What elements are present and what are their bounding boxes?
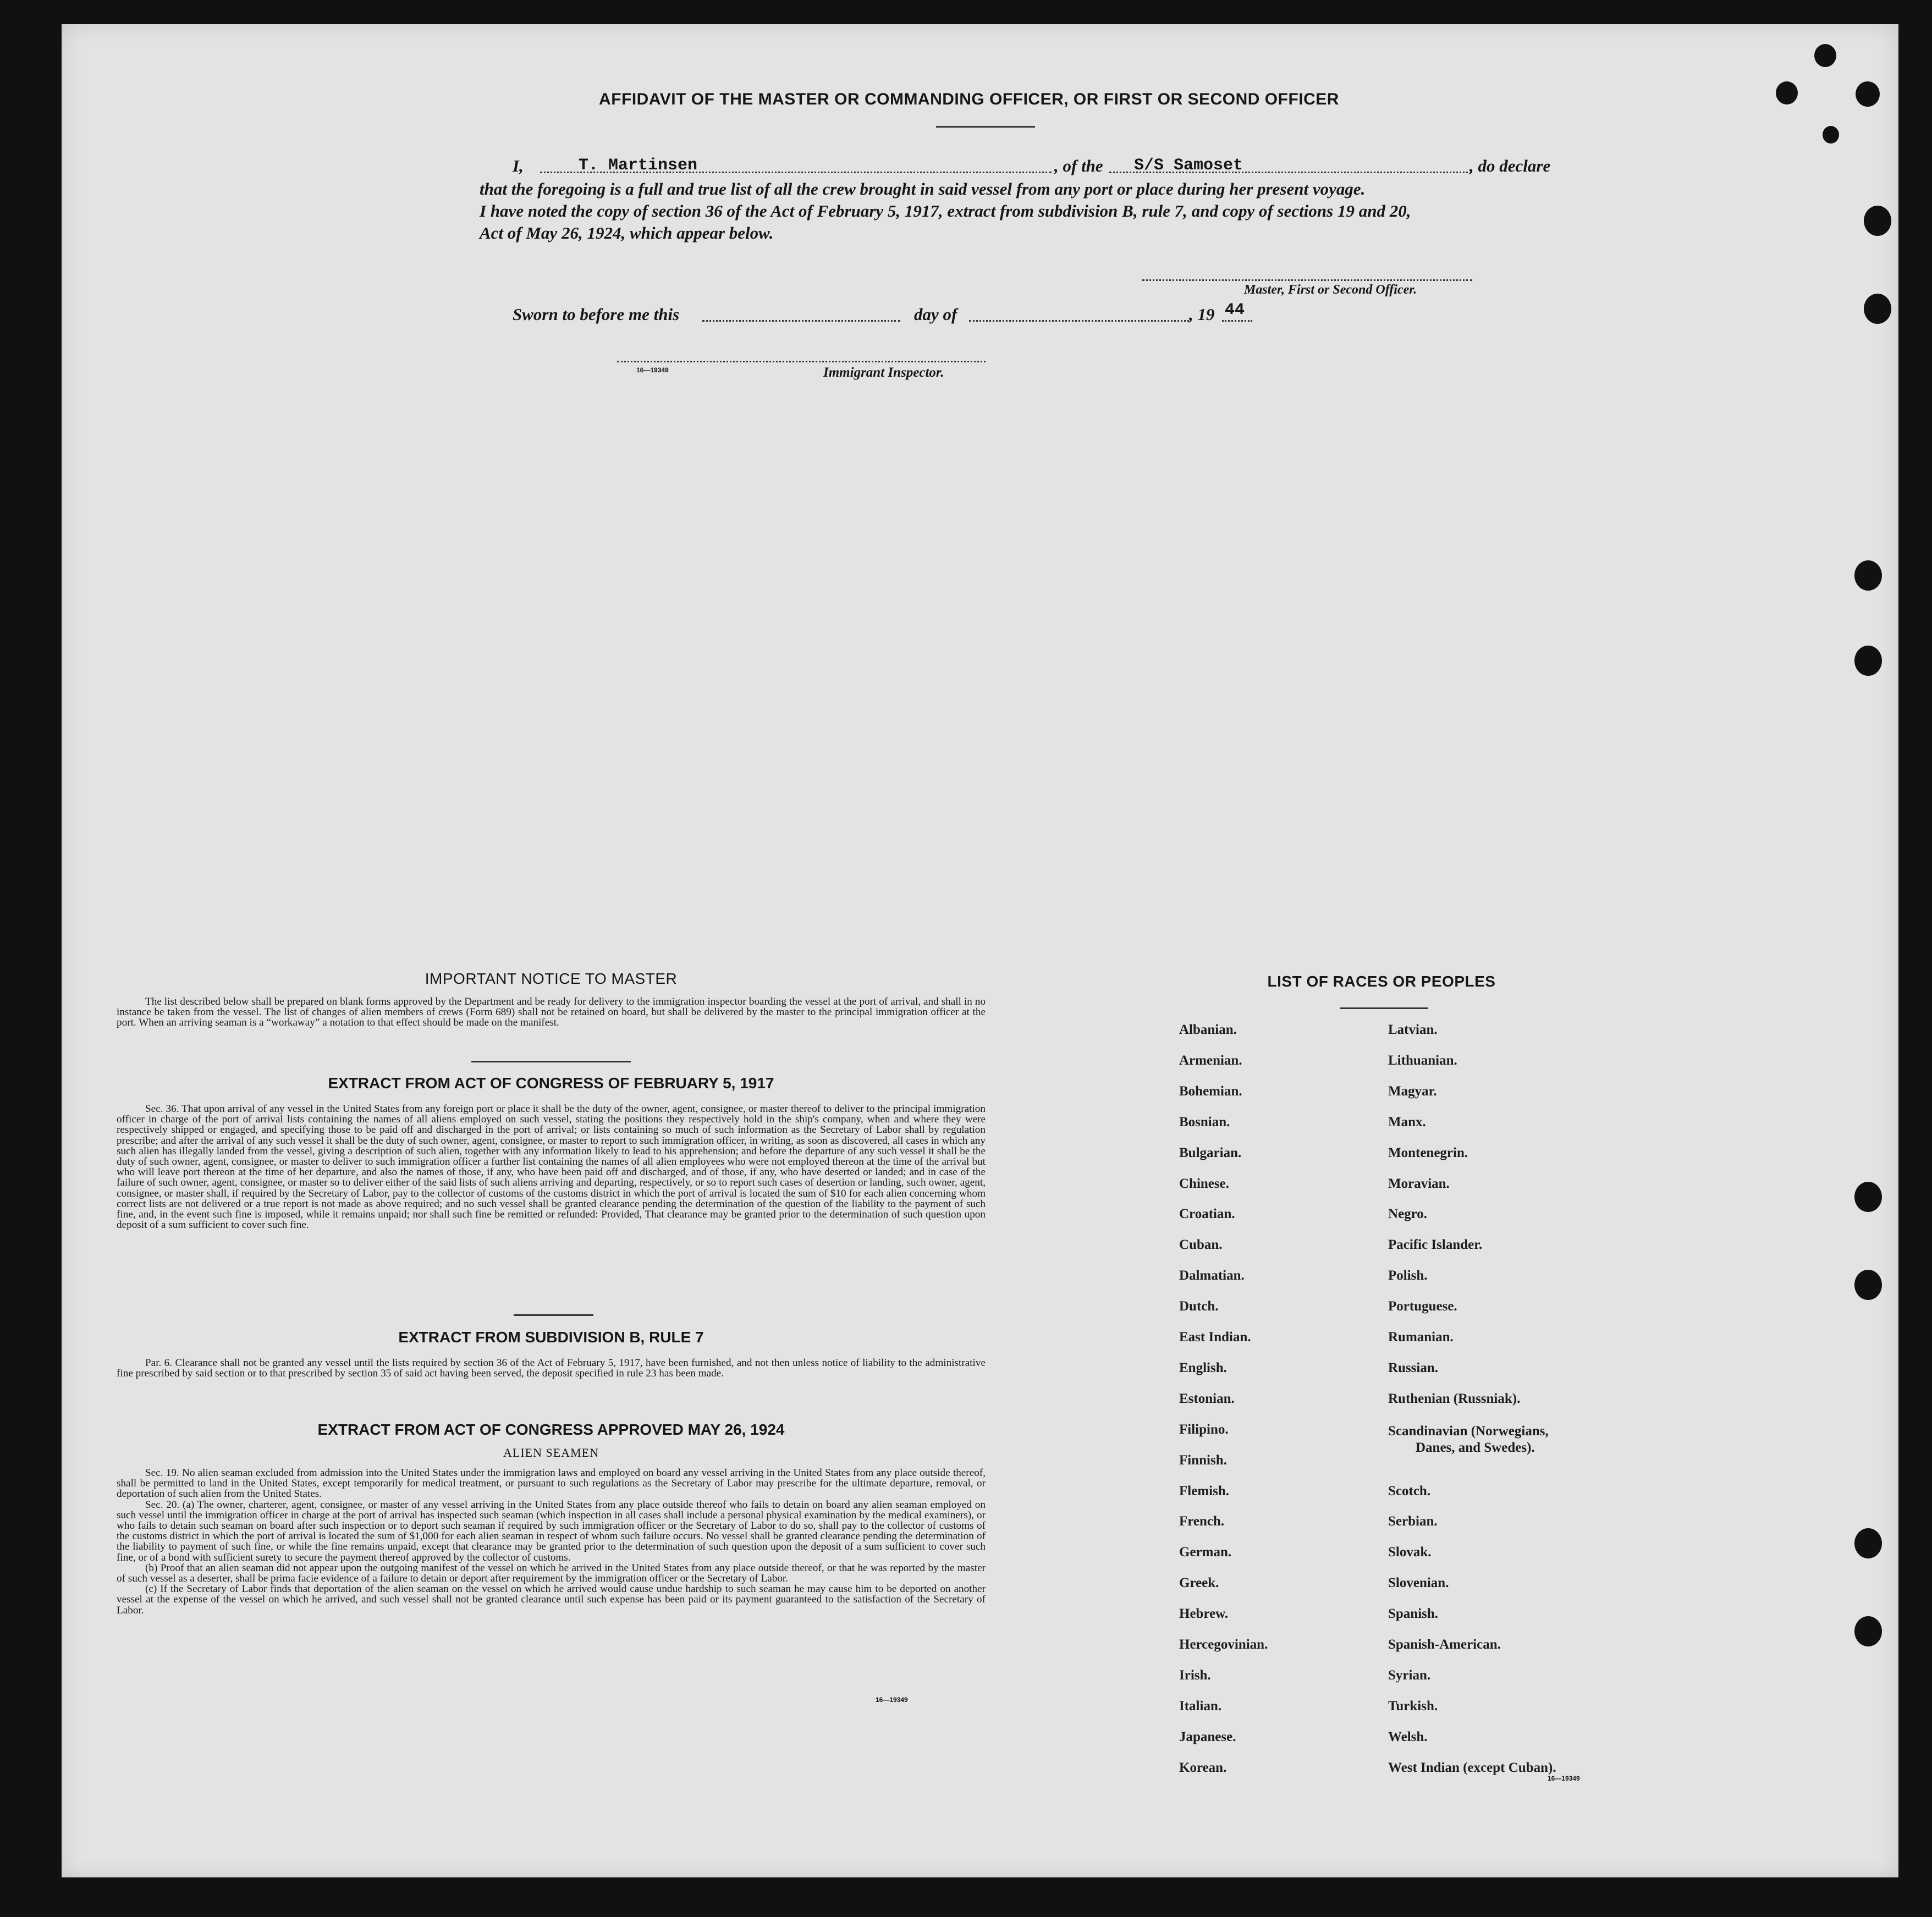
of-the-label: , of the	[1054, 156, 1103, 175]
year-value: 44	[1225, 301, 1245, 320]
punch-hole	[1814, 44, 1836, 67]
race-item: Italian.	[1179, 1698, 1222, 1714]
extract-1924-text	[117, 1468, 986, 1616]
race-item: Syrian.	[1388, 1667, 1431, 1683]
race-item: Negro.	[1388, 1207, 1428, 1222]
punch-hole	[1864, 294, 1891, 324]
sec-20c-text: (c) If the Secretary of Labor finds that deportation of the alien seaman on the vessel on which he arrived would cause undue hardship to such seaman he may cause him to be deported on another vessel at the expense of the vessel on which he arrived, and such vessel shall not be granted clearance until such expense has been paid or its payment guaranteed to the satisfaction of the Secretary of Labor.	[117, 1583, 986, 1616]
notice-divider	[471, 1061, 631, 1062]
race-item: Spanish.	[1388, 1606, 1439, 1622]
vessel-name: S/S Samoset	[1134, 156, 1243, 175]
race-item: Polish.	[1388, 1268, 1428, 1283]
rule7-text: Par. 6. Clearance shall not be granted any vessel until the lists required by section 36 of the Act of February 5, 1917, have been furnished, and not then unless notice of liability to the administrative fine prescribed by said section or to that prescribed by section 35 of said act having been served, the deposit specified in rule 23 has been made.	[117, 1357, 986, 1380]
punch-hole	[1854, 560, 1882, 591]
race-item: Bosnian.	[1179, 1114, 1230, 1130]
races-divider	[1340, 1007, 1428, 1009]
race-item: Estonian.	[1179, 1391, 1235, 1406]
races-title: LIST OF RACES OR PEOPLES	[1267, 973, 1496, 990]
race-item: Flemish.	[1179, 1483, 1229, 1499]
race-item: Latvian.	[1388, 1022, 1438, 1037]
race-item: Pacific Islander.	[1388, 1237, 1483, 1253]
notice-text: The list described below shall be prepared on blank forms approved by the Department and be ready for delivery to the immigration inspector boarding the vessel at the port of arrival, and shall in no instance be taken from the vessel. The list of changes of alien members of crews (Form 689) shall not be retained on board, but shall be delivered by the master to the principal immigration officer at the port. When an arriving seaman is a “workaway” a notation to that effect should be made on the manifest.	[117, 996, 986, 1029]
notice-title: IMPORTANT NOTICE TO MASTER	[425, 970, 678, 987]
race-item: Albanian.	[1179, 1022, 1237, 1037]
race-item: Hebrew.	[1179, 1606, 1229, 1622]
race-item: Scotch.	[1388, 1483, 1431, 1499]
race-item: Irish.	[1179, 1667, 1211, 1683]
races-code: 16—19349	[1548, 1775, 1580, 1782]
race-item: Greek.	[1179, 1576, 1219, 1591]
punch-hole	[1854, 1270, 1882, 1300]
race-item: Montenegrin.	[1388, 1145, 1468, 1160]
title-divider	[936, 126, 1035, 128]
race-item: Bohemian.	[1179, 1083, 1242, 1099]
race-item: Cuban.	[1179, 1237, 1223, 1253]
race-item: French.	[1179, 1514, 1225, 1529]
sec-20b-text: (b) Proof that an alien seaman did not appear upon the outgoing manifest of the vessel on which he arrived in the United States from any place outside thereof, or that he was reported by the master of such vessel as a deserter, shall be prima facie evidence of a failure to detain or deport after requirement by the immigration officer or the Secretary of Labor.	[117, 1562, 986, 1585]
race-item: Rumanian.	[1388, 1330, 1454, 1345]
extract-divider	[514, 1314, 593, 1316]
affidavit-title: AFFIDAVIT OF THE MASTER OR COMMANDING OFFICER, OR FIRST OR SECOND OFFICER	[599, 90, 1339, 108]
race-item: Turkish.	[1388, 1698, 1438, 1714]
sec-19-text: Sec. 19. No alien seaman excluded from admission into the United States under the immigration laws and employed on board any vessel arriving in the United States from any place outside thereof, shall be permitted to land in the United States, except temporarily for medical treatment, or pursuant to such regulations as the Secretary of Labor may prescribe for the ultimate departure, removal, or deportation of such alien from the United States.	[117, 1467, 986, 1500]
punch-hole	[1854, 646, 1882, 676]
sworn-label: Sworn to before me this	[513, 305, 680, 324]
race-item: West Indian (except Cuban).	[1388, 1760, 1556, 1775]
year-blank	[1222, 320, 1252, 322]
extract-1917-title: EXTRACT FROM ACT OF CONGRESS OF FEBRUARY 5, 1917	[328, 1075, 774, 1092]
year-prefix: , 19	[1189, 305, 1215, 324]
race-item: Slovenian.	[1388, 1576, 1449, 1591]
race-item: Filipino.	[1179, 1422, 1229, 1437]
race-item: German.	[1179, 1545, 1232, 1560]
signature-caption: Master, First or Second Officer.	[1244, 283, 1417, 297]
race-item: Chinese.	[1179, 1176, 1229, 1191]
race-item: Serbian.	[1388, 1514, 1438, 1529]
alien-seamen-subtitle: ALIEN SEAMEN	[503, 1446, 599, 1459]
document-page	[62, 24, 1898, 1877]
rule7-title: EXTRACT FROM SUBDIVISION B, RULE 7	[398, 1329, 704, 1346]
punch-hole	[1854, 1616, 1882, 1646]
punch-hole	[1823, 126, 1839, 144]
race-item: Croatian.	[1179, 1207, 1235, 1222]
race-item: Lithuanian.	[1388, 1053, 1457, 1068]
extract-1924-title: EXTRACT FROM ACT OF CONGRESS APPROVED MAY 26, 1924	[317, 1421, 785, 1438]
race-item: Finnish.	[1179, 1452, 1227, 1468]
day-blank	[702, 320, 900, 322]
race-item: Moravian.	[1388, 1176, 1450, 1191]
race-item: East Indian.	[1179, 1330, 1251, 1345]
signature-line	[1142, 279, 1472, 281]
race-item: Ruthenian (Russniak).	[1388, 1391, 1521, 1406]
race-item: Bulgarian.	[1179, 1145, 1242, 1160]
inspector-caption: Immigrant Inspector.	[823, 365, 944, 380]
affidavit-line-3: I have noted the copy of section 36 of the Act of February 5, 1917, extract from subdivision B, rule 7, and copy of sections 19 and 20,	[480, 201, 1411, 221]
punch-hole	[1856, 81, 1880, 107]
affidavit-line-2: that the foregoing is a full and true list of all the crew brought in said vessel from any port or place during her present voyage.	[480, 179, 1366, 199]
race-item: Korean.	[1179, 1760, 1227, 1775]
race-item: Dalmatian.	[1179, 1268, 1245, 1283]
day-of-label: day of	[914, 305, 957, 324]
race-item: Welsh.	[1388, 1729, 1428, 1744]
race-item: Armenian.	[1179, 1053, 1242, 1068]
extract-1917-text: Sec. 36. That upon arrival of any vessel in the United States from any foreign port or place it shall be the duty of the owner, agent, consignee, or master thereof to deliver to the principal immigration officer in charge of the port of arrival lists containing the names of all aliens employed on such vessel, stating the positions they respectively hold in the ship's company, when and where they were respectively shipped or engaged, and specifying those to be paid off and discharged in the port of arrival; or lists containing so much of such information as the Secretary of Labor shall by regulation prescribe; and after the arrival of any such vessel it shall be the duty of such owner, agent, consignee, or master to report to such immigration officer, in writing, as soon as discovered, all cases in which any such alien has illegally landed from the vessel, giving a description of such alien, together with any information likely to lead to his apprehension; and before the departure of any such vessel it shall be the duty of such owner, agent, consignee, or master to deliver to such immigration officer a further list containing the names of all alien employees who were not employed thereon at the time of the arrival but who will leave port thereon at the time of her departure, and also the names of those, if any, who have been paid off and discharged, and of those, if any, who have deserted or landed; and in case of the failure of such owner, agent, consignee, or master so to deliver either of the said lists of such aliens arriving and departing, respectively, or so to report such cases of desertion or landing, such owner, agent, consignee, or master shall, if required by the Secretary of Labor, pay to the collector of customs of the customs district in which the port of arrival is located the sum of $10 for each alien concerning whom correct lists are not delivered or a true report is not made as above required; and no such vessel shall be granted clearance pending the determination of the question of the liability to the payment of such fine, and, in the event such fine is imposed, while it remains unpaid; nor shall such fine be remitted or refunded: Provided, That clearance may be granted prior to the determination of such question upon deposit of a sum sufficient to cover such fine.	[117, 1103, 986, 1231]
race-item: Slovak.	[1388, 1545, 1432, 1560]
affidavit-line-1	[513, 156, 524, 176]
race-item: Russian.	[1388, 1360, 1439, 1375]
race-item: English.	[1179, 1360, 1227, 1375]
affiant-prefix: I,	[513, 156, 524, 175]
race-item: Japanese.	[1179, 1729, 1236, 1744]
punch-hole	[1854, 1182, 1882, 1212]
punch-hole	[1776, 81, 1798, 104]
punch-hole	[1854, 1528, 1882, 1558]
race-item: Spanish-American.	[1388, 1637, 1501, 1652]
extract-code: 16—19349	[876, 1696, 908, 1704]
race-item: Magyar.	[1388, 1083, 1437, 1099]
month-blank	[969, 320, 1189, 322]
race-item: Dutch.	[1179, 1299, 1219, 1314]
race-item: Portuguese.	[1388, 1299, 1457, 1314]
sec-20a-text: Sec. 20. (a) The owner, charterer, agent, consignee, or master of any vessel arriving in the United States from any place outside thereof who fails to detain on board any alien seaman employed on such vessel until the immigration officer in charge at the port of arrival has inspected such seaman (which inspection in all cases shall include a personal physical examination by the medical examiners), or who fails to detain such seaman on board after such inspection or to deport such seaman if required by such immigration officer or the Secretary of Labor to do so, shall pay to the collector of customs of the customs district in which the port of arrival is located the sum of $1,000 for each alien seaman in respect of whom such failure occurs. No vessel shall be granted clearance pending the determination of the liability to payment of such fine, or while the fine remains unpaid, except that clearance may be granted prior to the determination of such question upon the deposit of a sum sufficient to cover such fine, or of a bond with sufficient surety to secure the payment thereof approved by the collector of customs.	[117, 1499, 986, 1563]
punch-hole	[1864, 206, 1891, 236]
race-item: Manx.	[1388, 1114, 1426, 1130]
inspector-line	[617, 361, 986, 362]
race-item: Danes, and Swedes).	[1416, 1440, 1535, 1455]
master-name: T. Martinsen	[579, 156, 698, 175]
affidavit-line-4: Act of May 26, 1924, which appear below.	[480, 223, 774, 243]
form-code: 16—19349	[636, 366, 669, 374]
race-item: Hercegovinian.	[1179, 1637, 1268, 1652]
race-item: Scandinavian (Norwegians,	[1388, 1423, 1549, 1439]
declare-label: , do declare	[1469, 156, 1551, 175]
